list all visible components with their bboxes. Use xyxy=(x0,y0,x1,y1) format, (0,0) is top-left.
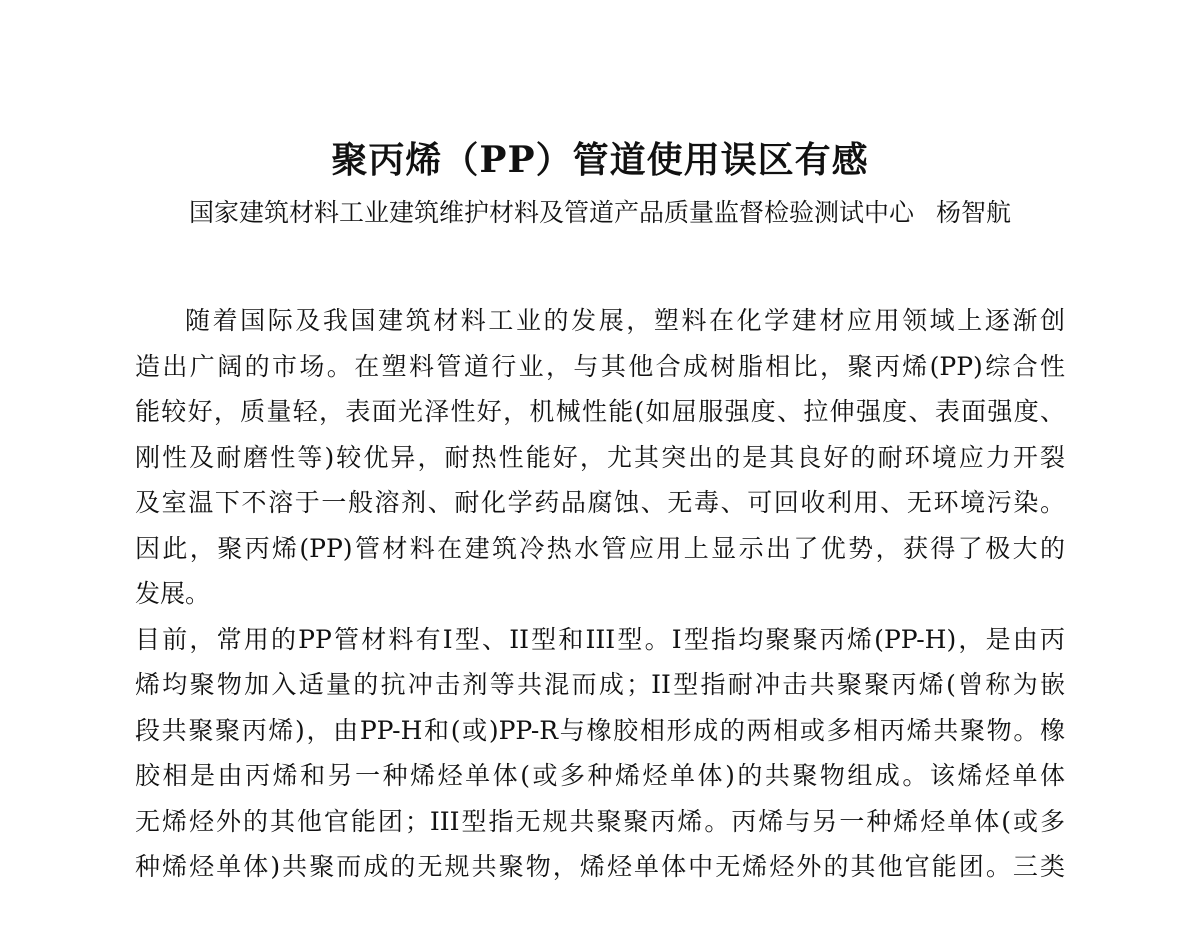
paragraph-line: 段共聚聚丙烯)，由PP-H和(或)PP-R与橡胶相形成的两相或多相丙烯共聚物。橡 xyxy=(135,715,1065,745)
paragraph-line: 胶相是由丙烯和另一种烯烃单体(或多种烯烃单体)的共聚物组成。该烯烃单体 xyxy=(135,761,1065,790)
paragraph-line: 及室温下不溶于一般溶剂、耐化学药品腐蚀、无毒、可回收利用、无环境污染。 xyxy=(135,488,1065,517)
paragraph-line: 无烯烃外的其他官能团；III型指无规共聚聚丙烯。丙烯与另一种烯烃单体(或多 xyxy=(135,806,1065,836)
paragraph-line: 因此，聚丙烯(PP)管材料在建筑冷热水管应用上显示出了优势，获得了极大的 xyxy=(135,533,1065,563)
paragraph-line: 能较好，质量轻，表面光泽性好，机械性能(如屈服强度、拉伸强度、表面强度、 xyxy=(135,397,1065,426)
paragraph-2 xyxy=(135,617,1065,890)
paragraph-line: 种烯烃单体)共聚而成的无规共聚物，烯烃单体中无烯烃外的其他官能团。三类 xyxy=(135,852,1065,881)
paragraph-line: 刚性及耐磨性等)较优异，耐热性能好，尤其突出的是其良好的耐环境应力开裂 xyxy=(135,442,1065,472)
body-text xyxy=(135,298,1065,890)
paragraph-1 xyxy=(135,298,1065,617)
paragraph-line: 随着国际及我国建筑材料工业的发展，塑料在化学建材应用领域上逐渐创 xyxy=(185,306,1065,335)
paragraph-line: 造出广阔的市场。在塑料管道行业，与其他合成树脂相比，聚丙烯(PP)综合性 xyxy=(135,351,1065,381)
paragraph-line: 烯均聚物加入适量的抗冲击剂等共混而成；II型指耐冲击共聚聚丙烯(曾称为嵌 xyxy=(135,670,1065,699)
byline xyxy=(0,195,1200,231)
paragraph-line: 目前，常用的PP管材料有I型、II型和III型。I型指均聚聚丙烯(PP-H)，是由丙 xyxy=(135,624,1065,654)
organization: 国家建筑材料工业建筑维护材料及管道产品质量监督检验测试中心 xyxy=(188,198,914,227)
document-title: 聚丙烯（PP）管道使用误区有感 xyxy=(331,139,869,181)
paragraph-line: 发展。 xyxy=(135,579,211,608)
author: 杨智航 xyxy=(936,198,1012,227)
